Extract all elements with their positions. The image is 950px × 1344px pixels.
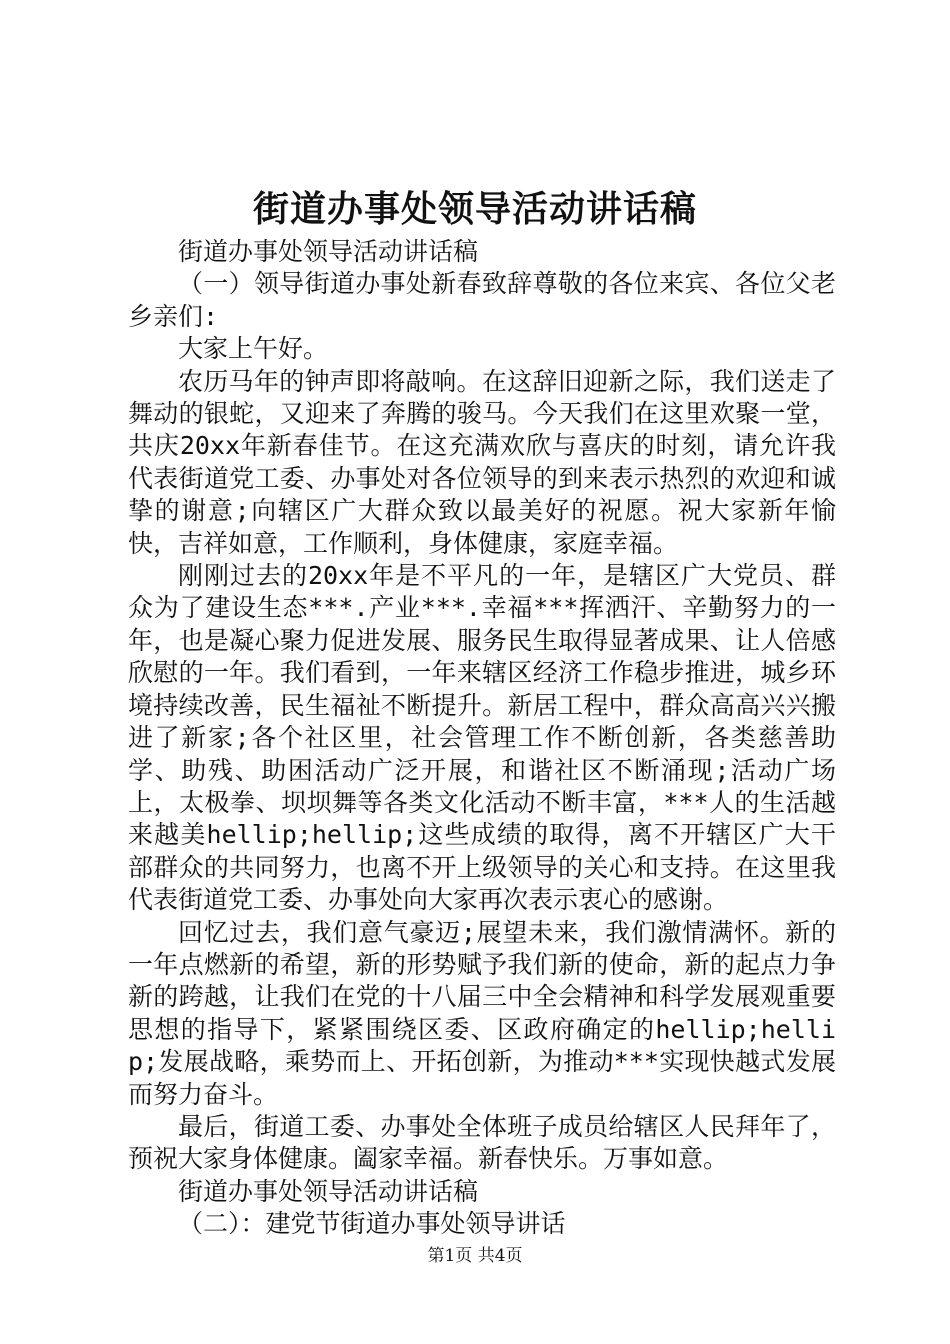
paragraph-subtitle: 街道办事处领导活动讲话稿 <box>178 237 479 266</box>
paragraph-year-review: 刚刚过去的20xx年是不平凡的一年，是辖区广大党员、群众为了建设生态***.产业***.幸福***挥洒汗、辛勤努力的一年，也是凝心聚力促进发展、服务民生取得显著成果、让人倍感欣慰的一年。我们看到，一年来辖区经济工作稳步推进，城乡环境持续改善，民生福祉不断提升。新居工程中，群众高高兴兴搬进了新家;各个社区里，社会管理工作不断创新，各类慈善助学、助残、助困活动广泛开展，和谐社区不断涌现;活动广场上，太极拳、坝坝舞等各类文化活动不断丰富，***人的生活越来越美hellip;hellip;这些成绩的取得，离不开辖区广大干部群众的共同努力，也离不开上级领导的关心和支持。在这里我代表街道党工委、办事处向大家再次表示衷心的感谢。 <box>128 561 836 915</box>
paragraph-section-one-heading: （一）领导街道办事处新春致辞尊敬的各位来宾、各位父老乡亲们: <box>128 269 836 331</box>
paragraph-greeting: 大家上午好。 <box>178 334 329 364</box>
paragraph-new-year-wishes: 农历马年的钟声即将敲响。在这辞旧迎新之际，我们送走了舞动的银蛇，又迎来了奔腾的骏马。今天我们在这里欢聚一堂，共庆20xx年新春佳节。在这充满欢欣与喜庆的时刻，请允许我代表街道党工委、办事处对各位领导的到来表示热烈的欢迎和诚挚的谢意;向辖区广大群众致以最美好的祝愿。祝大家新年愉快，吉祥如意，工作顺利，身体健康，家庭幸福。 <box>128 366 836 558</box>
paragraph-closing: 最后，街道工委、办事处全体班子成员给辖区人民拜年了，预祝大家身体健康。阖家幸福。新春快乐。万事如意。 <box>128 1111 836 1174</box>
paragraph-outlook: 回忆过去，我们意气豪迈;展望未来，我们激情满怀。新的一年点燃新的希望，新的形势赋予我们新的使命，新的起点力争新的跨越，让我们在党的十八届三中全会精神和科学发展观重要思想的指导下，紧紧围绕区委、区政府确定的hellip;hellip;发展战略，乘势而上、开拓创新，为推动***实现快越式发展而努力奋斗。 <box>128 917 836 1109</box>
document-title: 街道办事处领导活动讲话稿 <box>252 188 697 230</box>
page-number: 第1页 共4页 <box>427 1246 523 1266</box>
paragraph-section-two-heading: （二）：建党节街道办事处领导讲话 <box>178 1209 566 1239</box>
document-body <box>128 236 836 1241</box>
paragraph-repeat-title: 街道办事处领导活动讲话稿 <box>178 1176 479 1206</box>
